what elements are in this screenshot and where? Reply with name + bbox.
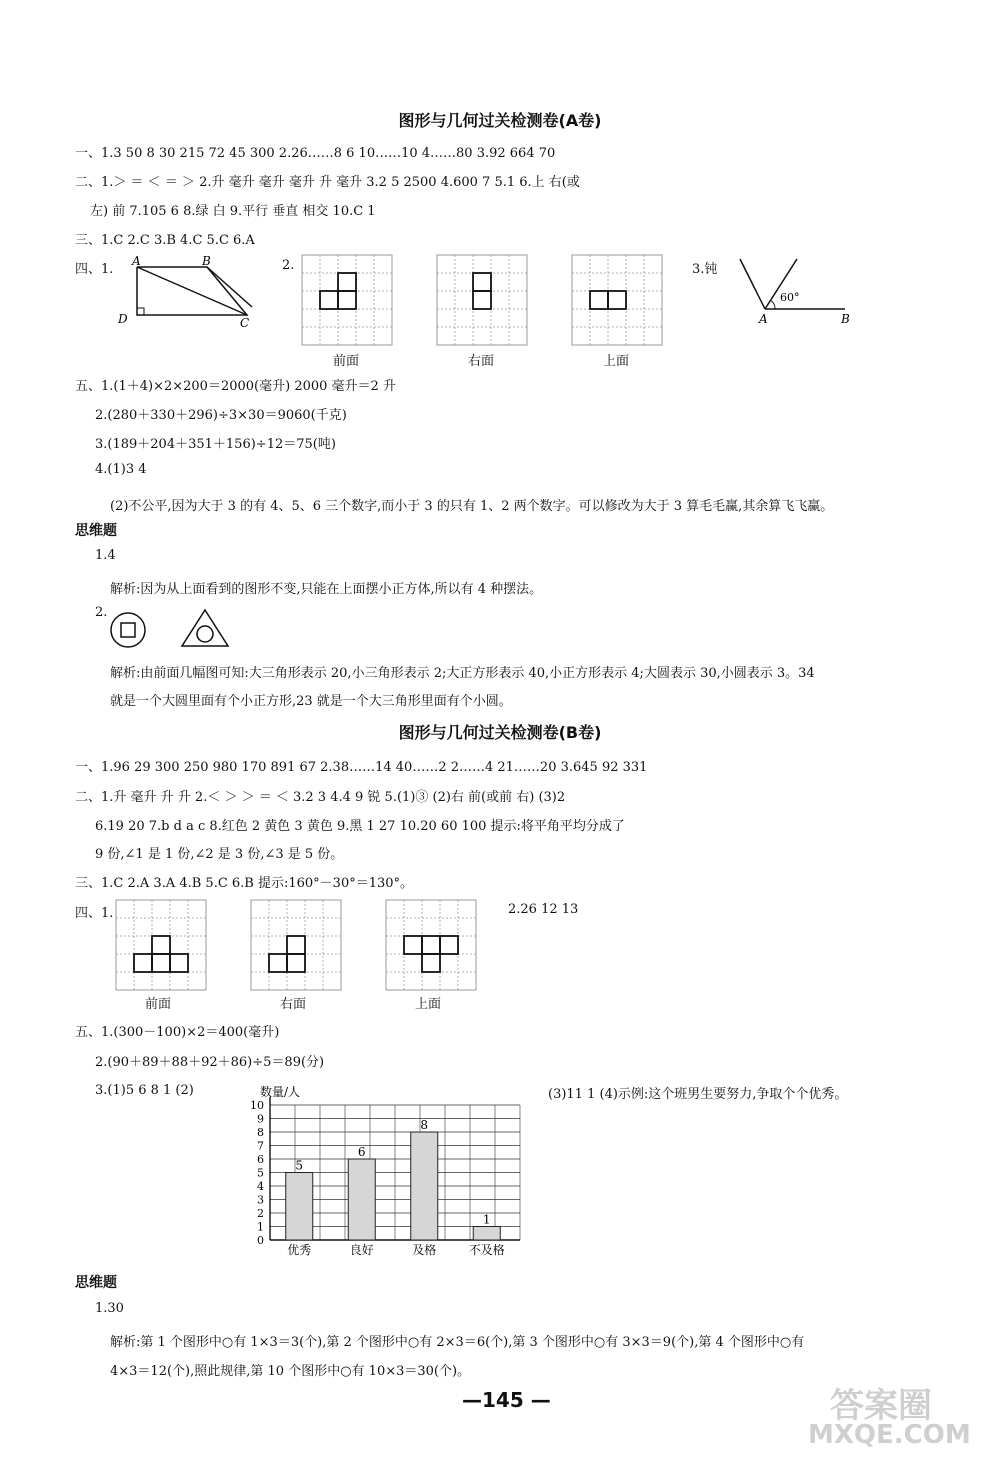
a-thinking-title: 思维题 [75, 523, 117, 539]
view-label-front-a: 前面 [333, 354, 360, 369]
bar-data-label: 6 [357, 1145, 366, 1159]
a-thinking-1-note: 解析:因为从上面看到的图形不变,只能在上面摆小正方体,所以有 4 种摆法。 [110, 582, 543, 597]
bar-data-label: 1 [482, 1212, 491, 1227]
watermark-url: MXQE.COM [808, 1420, 971, 1450]
b-thinking-1: 1.30 [95, 1301, 124, 1316]
angle-60-label: 60° [780, 291, 800, 304]
y-tick-label: 9 [257, 1112, 264, 1126]
label-a: A [132, 254, 141, 268]
a-q4-label: 四、1. [75, 262, 114, 277]
view-label-front-b: 前面 [145, 997, 172, 1012]
a-q5-3: 3.(189＋204＋351＋156)÷12＝75(吨) [95, 437, 336, 452]
view-label-top-b: 上面 [415, 997, 442, 1012]
y-tick-label: 3 [257, 1193, 264, 1207]
b-line-1: 一、1.96 29 300 250 980 170 891 67 2.38……14 40……2 2……4 21……20 3.645 92 331 [75, 760, 648, 775]
b-thinking-title: 思维题 [75, 1275, 117, 1291]
a-q5-4: 4.(1)3 4 [95, 462, 147, 477]
a-q5-4-2: (2)不公平,因为大于 3 的有 4、5、6 三个数字,而小于 3 的只有 1、2 两个数字。可以修改为大于 3 算毛毛赢,其余算飞飞赢。 [110, 499, 834, 514]
a-thinking-2-note-2: 就是一个大圆里面有个小正方形,23 就是一个大三角形里面有个小圆。 [110, 694, 512, 709]
x-tick-label: 优秀 [287, 1243, 312, 1257]
view-grid-top-a [572, 255, 662, 345]
b-q5-1: 五、1.(300－100)×2＝400(毫升) [75, 1025, 280, 1040]
bar-data-label: 5 [295, 1158, 304, 1173]
b-thinking-note-1: 解析:第 1 个图形中○有 1×3＝3(个),第 2 个图形中○有 2×3＝6(个),第 3 个图形中○有 3×3＝9(个),第 4 个图形中○有 [110, 1335, 805, 1350]
section-a-title: 图形与几何过关检测卷(A卷) [398, 111, 602, 130]
view-grid-right-b [251, 900, 341, 990]
b-line-2: 二、1.升 毫升 升 升 2.＜ ＞ ＞ ＝ ＜ 3.2 3 4.4 9 锐 5.(1)③ (2)右 前(或前 右) (3)2 [75, 790, 566, 805]
x-tick-label: 良好 [349, 1243, 374, 1257]
bar [348, 1159, 375, 1240]
section-b-title: 图形与几何过关检测卷(B卷) [398, 723, 602, 742]
triangle-circle-icon [180, 608, 230, 648]
bar [473, 1227, 500, 1241]
trapezoid-figure [112, 254, 262, 330]
view-label-top-a: 上面 [603, 354, 630, 369]
b-line-5: 三、1.C 2.A 3.A 4.B 5.C 6.B 提示:160°－30°＝130°。 [75, 876, 414, 891]
a-q5-2: 2.(280＋330＋296)÷3×30＝9060(千克) [95, 408, 347, 423]
y-tick-label: 1 [257, 1220, 264, 1234]
view-grid-front-a [302, 255, 392, 345]
a-thinking-1: 1.4 [95, 548, 116, 563]
a-line-2: 二、1.＞ ＝ ＜ ＝ ＞ 2.升 毫升 毫升 毫升 升 毫升 3.2 5 2500 4.600 7 5.1 6.上 右(或 [75, 175, 580, 190]
label-b: B [202, 254, 211, 268]
page-number: —145 — [462, 1388, 551, 1412]
label-c: C [240, 316, 250, 330]
y-tick-label: 6 [257, 1153, 264, 1166]
b-q5-3: 3.(1)5 6 8 1 (2) [95, 1083, 194, 1098]
view-grid-top-b [386, 900, 476, 990]
b-q4-label: 四、1. [75, 906, 114, 921]
bar [286, 1173, 313, 1241]
watermark-logo: 答案圈 [830, 1386, 932, 1426]
view-grid-front-b [116, 900, 206, 990]
y-tick-label: 10 [250, 1099, 264, 1112]
y-tick-label: 7 [257, 1139, 264, 1153]
x-tick-label: 及格 [412, 1243, 437, 1257]
y-tick-label: 0 [257, 1234, 264, 1247]
a-thinking-2: 2. [95, 605, 108, 620]
a-line-3: 左) 前 7.105 6 8.绿 白 9.平行 垂直 相交 10.C 1 [90, 204, 376, 219]
b-line-3: 6.19 20 7.b d a c 8.红色 2 黄色 3 黄色 9.黑 1 27 10.20 60 100 提示:将平角平均分成了 [95, 819, 625, 834]
a-q5-1: 五、1.(1＋4)×2×200＝2000(毫升) 2000 毫升＝2 升 [75, 379, 396, 394]
bar [411, 1132, 438, 1240]
bar-data-label: 8 [420, 1118, 429, 1132]
b-line-4: 9 份,∠1 是 1 份,∠2 是 3 份,∠3 是 5 份。 [95, 847, 344, 862]
y-tick-label: 5 [257, 1166, 264, 1180]
view-label-right-a: 右面 [468, 354, 495, 369]
b-thinking-note-2: 4×3＝12(个),照此规律,第 10 个图形中○有 10×3＝30(个)。 [110, 1364, 471, 1379]
b-q5-3-note: (3)11 1 (4)示例:这个班男生要努力,争取个个优秀。 [548, 1087, 848, 1102]
a-q4-2-label: 2. [282, 258, 295, 273]
y-axis-label: 数量/人 [260, 1085, 301, 1099]
label-d: D [118, 312, 128, 326]
a-q4-3-label: 3.钝 [692, 262, 718, 277]
angle-label-a: A [759, 312, 768, 326]
circle-square-icon [108, 610, 148, 650]
a-line-4: 三、1.C 2.C 3.B 4.C 5.C 6.A [75, 233, 255, 248]
b-q4-2: 2.26 12 13 [508, 902, 579, 917]
y-tick-label: 8 [257, 1126, 264, 1139]
x-tick-label: 不及格 [468, 1243, 505, 1257]
b-q5-2: 2.(90＋89＋88＋92＋86)÷5＝89(分) [95, 1055, 325, 1070]
a-thinking-2-note-1: 解析:由前面几幅图可知:大三角形表示 20,小三角形表示 2;大正方形表示 40,小正方形表示 4;大圆表示 30,小圆表示 3。34 [110, 666, 815, 681]
view-grid-right-a [437, 255, 527, 345]
angle-figure [735, 255, 855, 325]
view-label-right-b: 右面 [280, 997, 307, 1012]
angle-label-b: B [841, 312, 850, 326]
y-tick-label: 4 [257, 1180, 264, 1193]
y-tick-label: 2 [257, 1207, 264, 1220]
a-line-1: 一、1.3 50 8 30 215 72 45 300 2.26……8 6 10……10 4……80 3.92 664 70 [75, 146, 556, 161]
bar-chart [240, 1085, 540, 1260]
